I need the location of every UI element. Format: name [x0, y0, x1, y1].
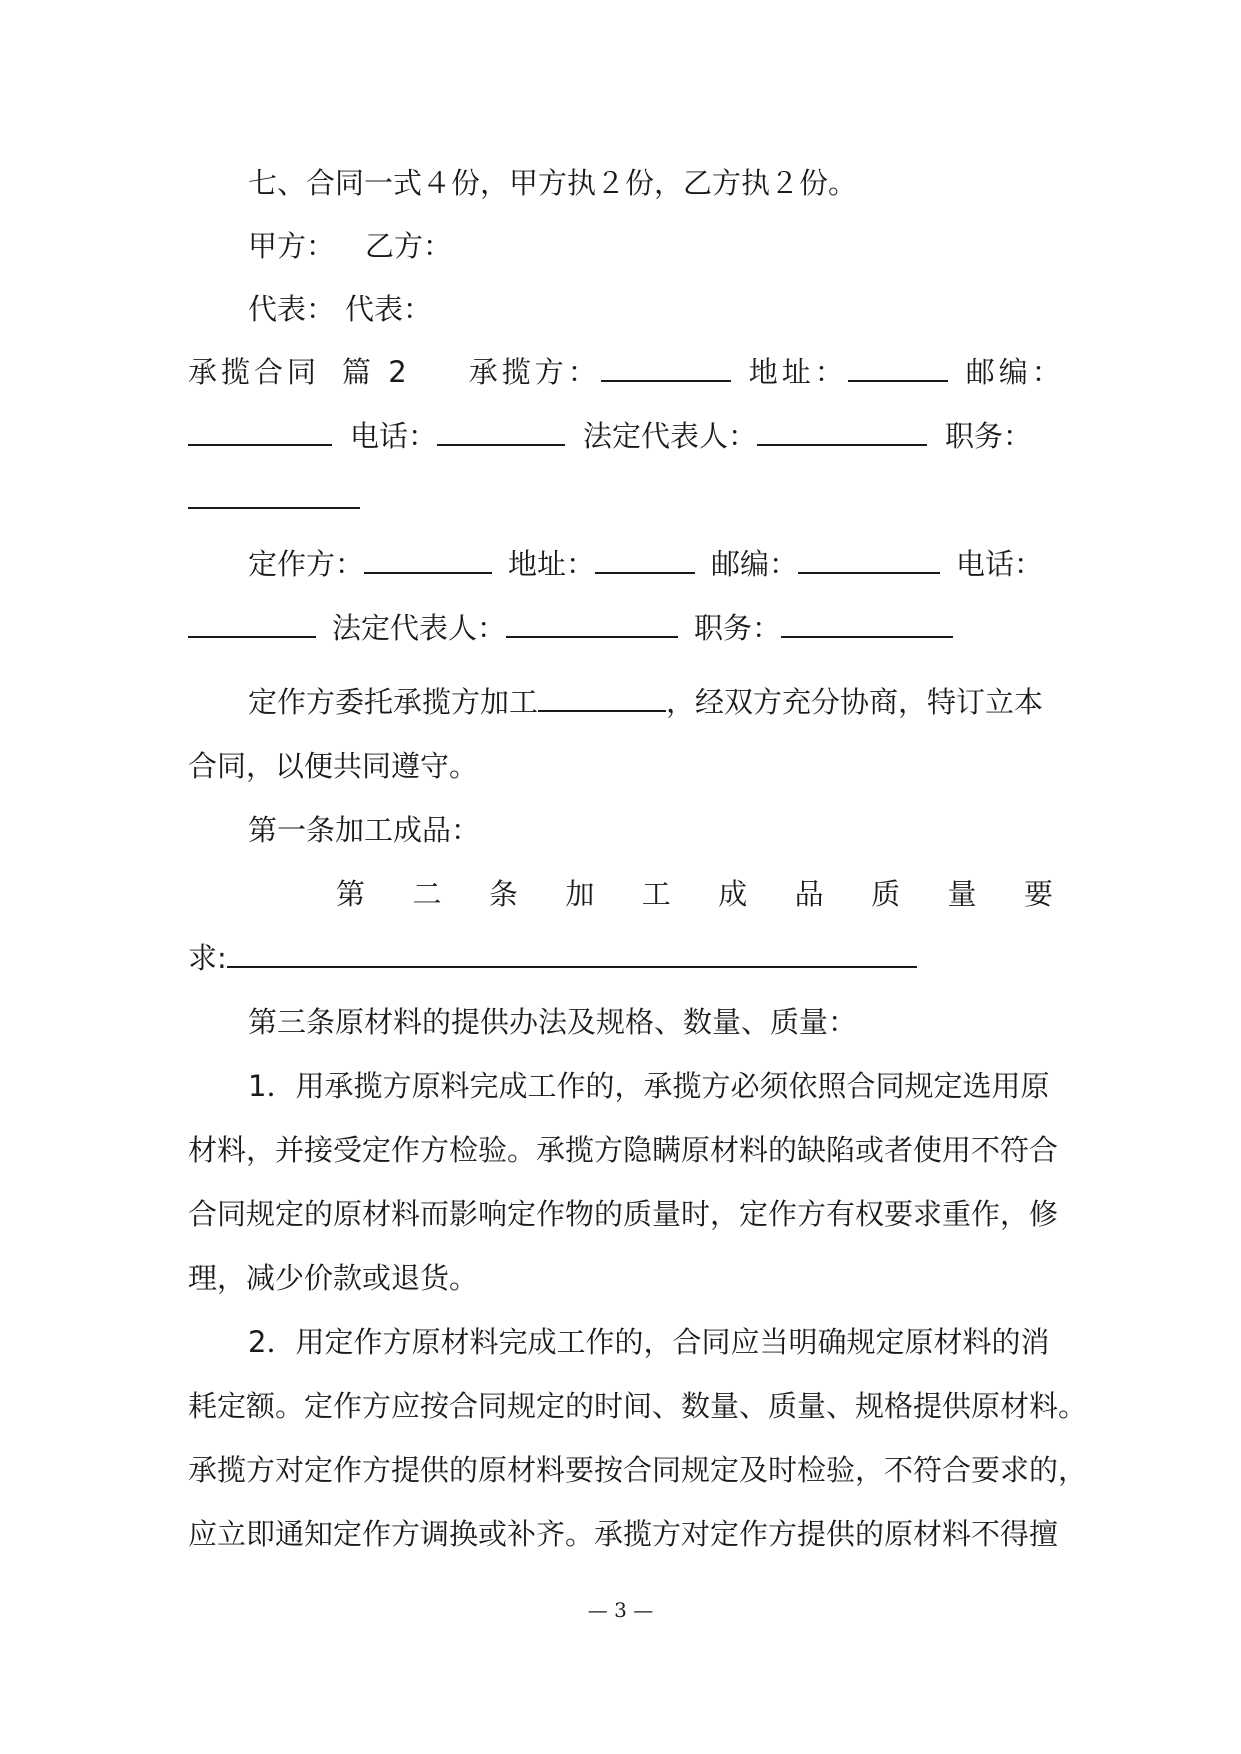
page-number: — 3 — [587, 1598, 654, 1622]
paragraph-text: 耗定额。定作方应按合同规定的时间、数量、质量、规格提供原材料。 [188, 1389, 1088, 1423]
paragraph-2-line-3 [0, 1450, 1241, 1490]
preamble-text-cont: 合同，以便共同遵守。 [188, 749, 479, 783]
paragraph-2-line-4 [0, 1514, 1241, 1554]
client-phone-label: 电话： [956, 547, 1044, 581]
paragraph-text: 应立即通知定作方调换或补齐。承揽方对定作方提供的原材料不得擅 [188, 1517, 1059, 1551]
paragraph-text: 承揽方对定作方提供的原材料要按合同规定及时检验，不符合要求的， [188, 1453, 1088, 1487]
party-a-representative-label: 代表： [248, 292, 336, 326]
article-two-requirement-label: 求: [188, 941, 227, 975]
article-two-requirement-line [0, 938, 1241, 978]
paragraph-1-line-3 [0, 1194, 1241, 1234]
contractor-position-blank[interactable] [188, 479, 360, 509]
contractor-position-label: 职务： [945, 419, 1033, 453]
article-two-char: 二 [412, 877, 442, 911]
paragraph-text: 材料，并接受定作方检验。承揽方隐瞒原材料的缺陷或者使用不符合 [188, 1133, 1059, 1167]
contractor-legal-rep-blank[interactable] [757, 416, 927, 446]
client-legal-rep-blank[interactable] [506, 608, 678, 638]
paragraph-2-line-1 [0, 1322, 1241, 1362]
client-postcode-label: 邮编： [711, 547, 799, 581]
article-two-char: 第 [336, 877, 366, 911]
client-phone-blank[interactable] [188, 608, 316, 638]
party-b-representative-label: 代表： [345, 292, 433, 326]
contractor-postcode-label: 邮编： [965, 355, 1065, 389]
client-position-blank[interactable] [781, 608, 953, 638]
article-two-heading [188, 874, 1053, 914]
contractor-contact-line [0, 416, 1241, 456]
client-info-line [0, 544, 1241, 584]
client-postcode-blank[interactable] [798, 544, 940, 574]
article-two-char: 量 [947, 877, 977, 911]
contractor-label: 承揽方： [468, 355, 601, 389]
contractor-legal-rep-label: 法定代表人： [583, 419, 758, 453]
client-blank[interactable] [364, 544, 492, 574]
client-contact-line [0, 608, 1241, 648]
client-address-blank[interactable] [595, 544, 695, 574]
preamble-line-2 [0, 746, 1241, 786]
paragraph-1-line-4 [0, 1258, 1241, 1298]
paragraph-text: 合同规定的原材料而影响定作物的质量时，定作方有权要求重作，修 [188, 1197, 1059, 1231]
contractor-address-label: 地址： [748, 355, 848, 389]
article-two-char: 品 [794, 877, 824, 911]
preamble-line-1 [0, 682, 1241, 722]
client-legal-rep-label: 法定代表人： [332, 611, 507, 645]
contractor-phone-blank[interactable] [437, 416, 565, 446]
article-one-text: 第一条加工成品： [248, 813, 481, 847]
section-number: 篇 2 [342, 355, 411, 389]
contractor-postcode-blank[interactable] [188, 416, 332, 446]
paragraph-1-line-1 [0, 1066, 1241, 1106]
paragraph-text: 2．用定作方原材料完成工作的，合同应当明确规定原材料的消 [248, 1325, 1050, 1359]
party-b-label: 乙方： [365, 229, 453, 263]
article-two-char: 成 [718, 877, 748, 911]
preamble-text-start: 定作方委托承揽方加工 [248, 685, 539, 719]
contractor-address-blank[interactable] [848, 352, 948, 382]
paragraph-text: 1．用承揽方原料完成工作的，承揽方必须依照合同规定选用原 [248, 1069, 1050, 1103]
article-two-char: 要 [1023, 877, 1053, 911]
article-two-char: 质 [871, 877, 901, 911]
quality-requirement-blank[interactable] [227, 938, 917, 968]
article-three-text: 第三条原材料的提供办法及规格、数量、质量： [248, 1005, 858, 1039]
article-two-char: 工 [641, 877, 671, 911]
clause-seven-text: 七、合同一式４份，甲方执２份，乙方执２份。 [248, 166, 858, 200]
clause-seven [0, 163, 1241, 203]
article-two-char: 加 [565, 877, 595, 911]
signature-party-line [0, 226, 1241, 266]
paragraph-text: 理，减少价款或退货。 [188, 1261, 479, 1295]
paragraph-2-line-2 [0, 1386, 1241, 1426]
contractor-phone-label: 电话： [350, 419, 438, 453]
section-title: 承揽合同 [188, 355, 321, 389]
contractor-position-line [0, 479, 1241, 519]
contractor-info-line [0, 352, 1241, 392]
preamble-text-end: ，经双方充分协商，特订立本 [666, 685, 1044, 719]
client-address-label: 地址： [508, 547, 596, 581]
client-position-label: 职务： [694, 611, 782, 645]
article-one [0, 810, 1241, 850]
article-three [0, 1002, 1241, 1042]
contractor-blank[interactable] [601, 352, 731, 382]
processing-item-blank[interactable] [538, 682, 666, 712]
article-two-char: 条 [488, 877, 518, 911]
client-label: 定作方： [248, 547, 365, 581]
signature-representative-line [0, 289, 1241, 329]
paragraph-1-line-2 [0, 1130, 1241, 1170]
party-a-label: 甲方： [248, 229, 336, 263]
